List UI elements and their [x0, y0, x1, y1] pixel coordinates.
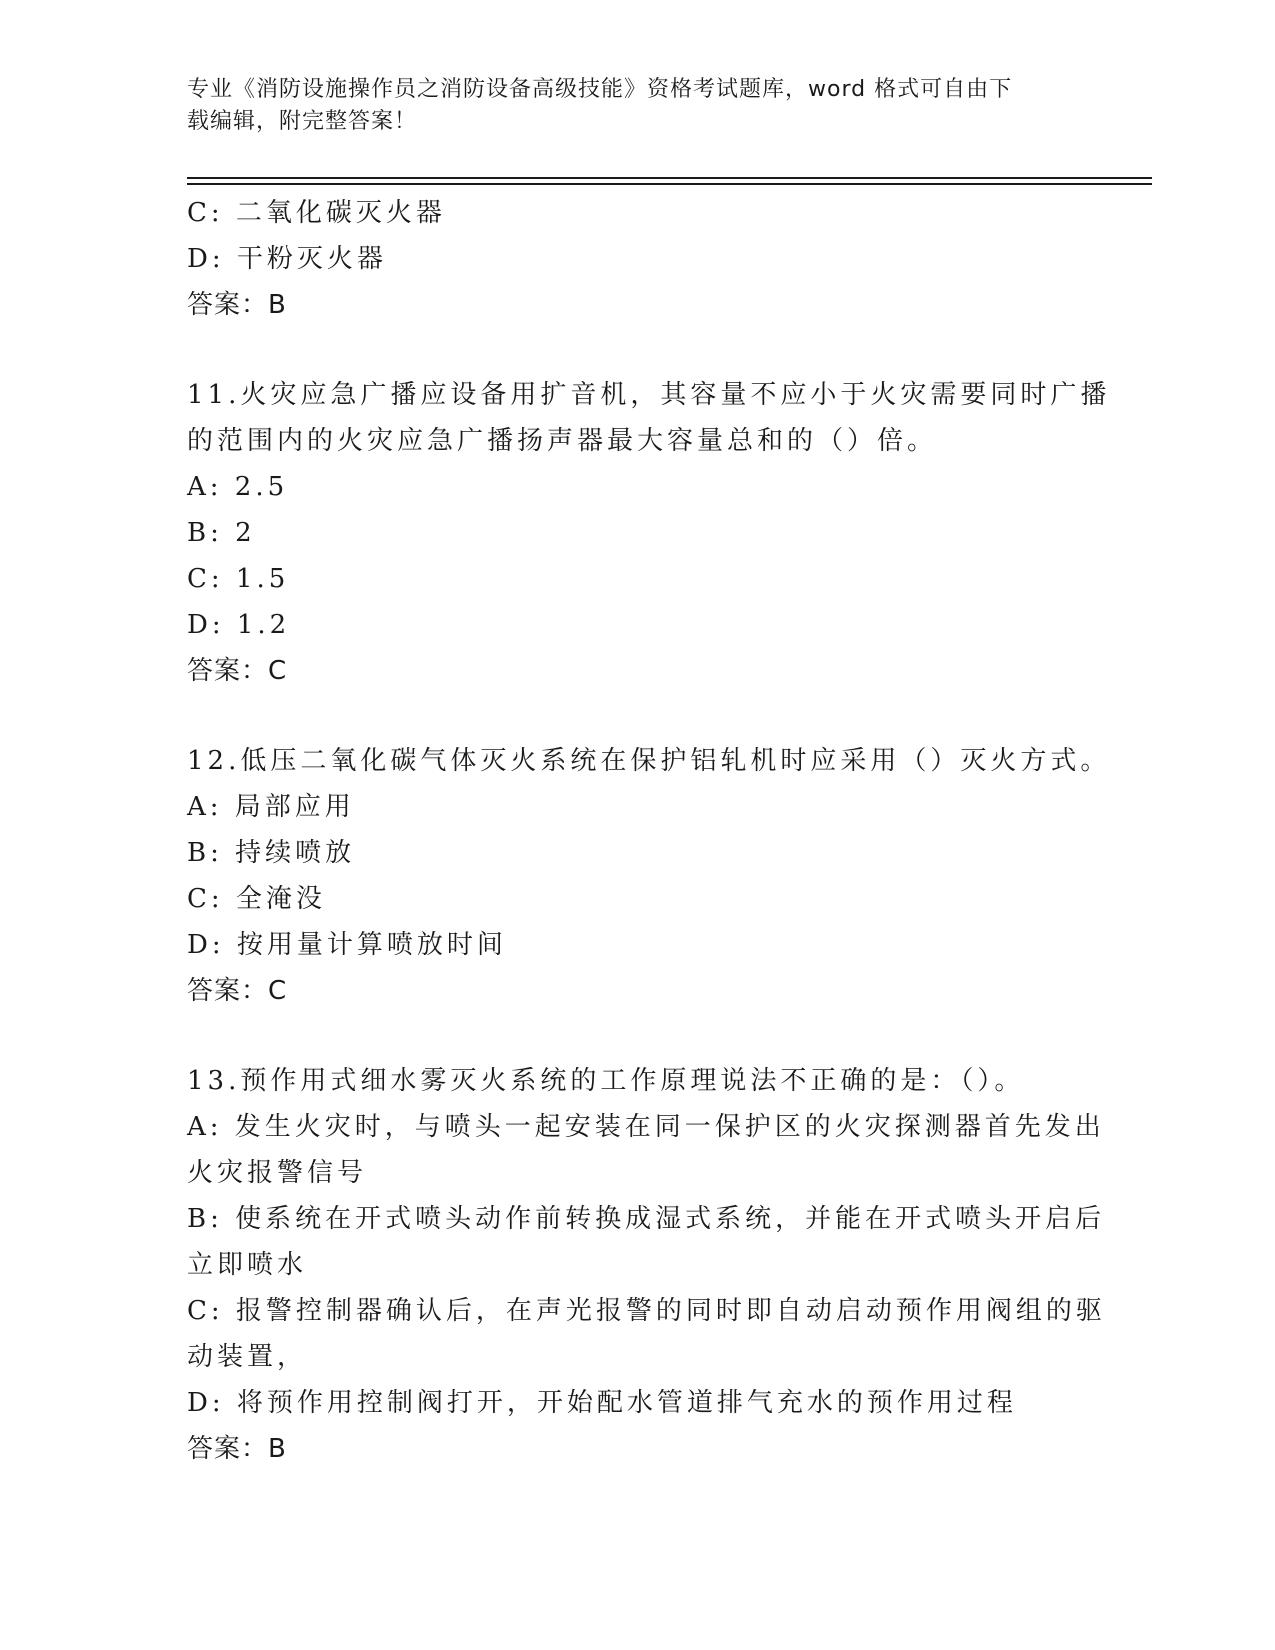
question-13: [187, 1058, 1106, 1472]
option-a-cont: 火灾报警信号: [187, 1158, 368, 1188]
spacer: [187, 328, 1087, 372]
answer: 答案：B: [187, 1434, 287, 1464]
question-stem: 11.火灾应急广播应设备用扩音机，其容量不应小于火灾需要同时广播: [187, 380, 1111, 410]
option-d: D: 干粉灭火器: [187, 244, 387, 274]
answer: 答案：C: [187, 656, 288, 686]
option-d: D: 按用量计算喷放时间: [187, 930, 507, 960]
question-stem-cont: 的范围内的火灾应急广播扬声器最大容量总和的（）倍。: [187, 426, 938, 456]
option-d: D: 1.2: [187, 610, 291, 640]
option-c: C: 全淹没: [187, 884, 326, 914]
question-stem: 13.预作用式细水雾灭火系统的工作原理说法不正确的是：（）。: [187, 1066, 1025, 1096]
header-line-1: 专业《消防设施操作员之消防设备高级技能》资格考试题库，word 格式可自由下: [187, 77, 1013, 102]
option-b: B: 2: [187, 518, 256, 548]
option-c-cont: 动装置，: [187, 1342, 308, 1372]
option-a: A: 2.5: [187, 472, 289, 502]
option-b-cont: 立即喷水: [187, 1250, 308, 1280]
question-stem: 12.低压二氧化碳气体灭火系统在保护铝轧机时应采用（）灭火方式。: [187, 746, 1111, 776]
question-12: [187, 738, 1111, 1014]
answer: 答案：C: [187, 976, 288, 1006]
option-b: B: 使系统在开式喷头动作前转换成湿式系统，并能在开式喷头开启后: [187, 1204, 1106, 1234]
question-11: [187, 372, 1111, 694]
option-c: C: 报警控制器确认后，在声光报警的同时即自动启动预作用阀组的驱: [187, 1296, 1106, 1326]
spacer: [187, 1014, 1087, 1058]
option-c: C: 二氧化碳灭火器: [187, 198, 446, 228]
answer: 答案：B: [187, 290, 287, 320]
page-header: [187, 74, 1087, 138]
header-rule-bottom: [187, 183, 1152, 185]
spacer: [187, 694, 1087, 738]
option-a: A: 局部应用: [187, 792, 355, 822]
document-body: [187, 190, 1111, 1472]
option-a: A: 发生火灾时，与喷头一起安装在同一保护区的火灾探测器首先发出: [187, 1112, 1105, 1142]
header-rule-top: [187, 177, 1152, 179]
option-d: D: 将预作用控制阀打开，开始配水管道排气充水的预作用过程: [187, 1388, 1017, 1418]
question-10: [187, 190, 1087, 328]
header-line-2: 载编辑，附完整答案！: [187, 109, 418, 134]
option-b: B: 持续喷放: [187, 838, 356, 868]
option-c: C: 1.5: [187, 564, 290, 594]
